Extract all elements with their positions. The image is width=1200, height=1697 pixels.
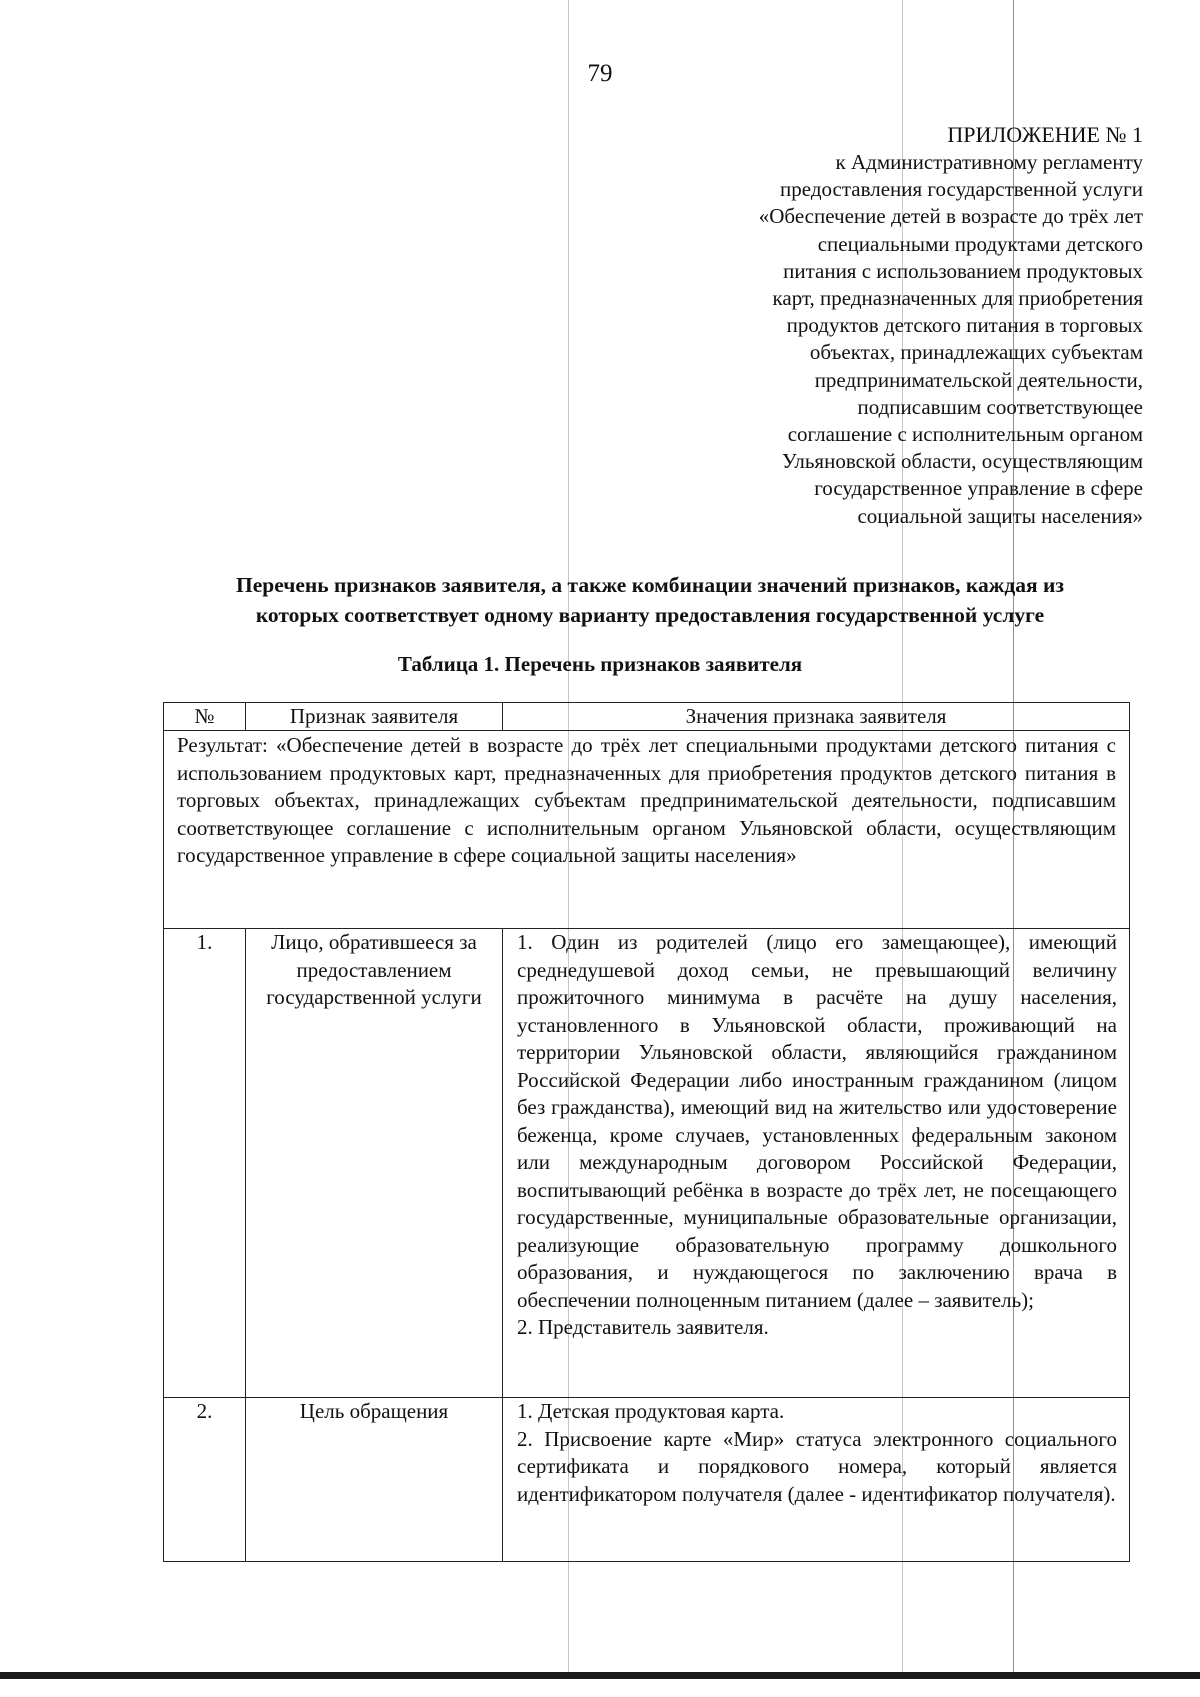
appendix-line: питания с использованием продуктовых — [783, 258, 1143, 283]
row-values — [503, 929, 1130, 1398]
appendix-block — [623, 121, 1143, 530]
scan-bottom-edge — [0, 1672, 1200, 1679]
appendix-line: предпринимательской деятельности, — [814, 367, 1143, 392]
appendix-line: Ульяновской области, осуществляющим — [781, 449, 1143, 474]
appendix-title: ПРИЛОЖЕНИЕ № 1 — [947, 122, 1143, 147]
value-item: 1. Один из родителей (лицо его замещающее), имеющий среднедушевой доход семьи, не превышающий величину прожиточного минимума в расчёте на душу населения, установленного в Ульяновской области, проживающий на территории Ульяновской области, являющийся гражданином Российской Федерации либо иностранным гражданином (лицом без гражданства), имеющий вид на жительство или удостоверение беженца, кроме случаев, установленных федеральным законом или международным договором Российской Федерации, воспитывающий ребёнка в возрасте до трёх лет, не посещающего государственные, муниципальные образовательные организации, реализующие образовательную программу дошкольного образования, и нуждающегося по заключению врача в обеспечении полноценным питанием (далее – заявитель); — [517, 930, 1117, 1312]
appendix-line: подписавшим соответствующее — [857, 394, 1143, 419]
appendix-line: государственное управление в сфере — [814, 476, 1143, 501]
table-header-row — [164, 703, 1130, 731]
appendix-line: «Обеспечение детей в возрасте до трёх лет — [758, 204, 1143, 229]
value-item: 2. Присвоение карте «Мир» статуса электронного социального сертификата и порядкового номера, который является идентификатором получателя (далее - идентификатор получателя). — [517, 1426, 1117, 1506]
appendix-line: специальными продуктами детского — [817, 231, 1143, 256]
table-row — [164, 929, 1130, 1398]
header-num: № — [164, 703, 246, 731]
table-caption: Таблица 1. Перечень признаков заявителя — [397, 652, 803, 676]
header-values: Значения признака заявителя — [503, 703, 1130, 731]
heading-line: которых соответствует одному варианту предоставления государственной услуге — [255, 603, 1045, 627]
appendix-line: предоставления государственной услуги — [780, 177, 1143, 202]
table-row — [164, 1398, 1130, 1562]
row-values — [503, 1398, 1130, 1562]
applicant-attributes-table — [163, 702, 1130, 1562]
table-result-row — [164, 731, 1130, 929]
appendix-line: к Административному регламенту — [835, 150, 1143, 174]
appendix-line: соглашение с исполнительным органом — [787, 422, 1143, 447]
appendix-line: социальной защиты населения» — [857, 503, 1143, 528]
appendix-line: продуктов детского питания в торговых — [786, 313, 1143, 338]
result-cell: Результат: «Обеспечение детей в возрасте до трёх лет специальными продуктами детского питания с использованием продуктовых карт, предназначенных для приобретения продуктов детского питания в торговых объектах, принадлежащих субъектам предпринимательской деятельности, подписавшим соответствующее соглашение с исполнительным органом Ульяновской области, осуществляющим государственное управление в сфере социальной защиты населения» — [164, 731, 1130, 929]
value-item: 1. Детская продуктовая карта. — [517, 1399, 785, 1423]
heading-line: Перечень признаков заявителя, а также комбинации значений признаков, каждая из — [235, 573, 1064, 597]
row-number: 2. — [164, 1398, 246, 1562]
row-attribute: Лицо, обратившееся за предоставлением государственной услуги — [246, 929, 503, 1398]
row-number: 1. — [164, 929, 246, 1398]
appendix-line: объектах, принадлежащих субъектам — [809, 340, 1143, 365]
value-item: 2. Представитель заявителя. — [517, 1315, 769, 1339]
appendix-line: карт, предназначенных для приобретения — [772, 286, 1143, 311]
document-heading — [160, 570, 1140, 630]
header-attribute: Признак заявителя — [246, 703, 503, 731]
row-attribute: Цель обращения — [246, 1398, 503, 1562]
page-number: 79 — [587, 60, 613, 87]
